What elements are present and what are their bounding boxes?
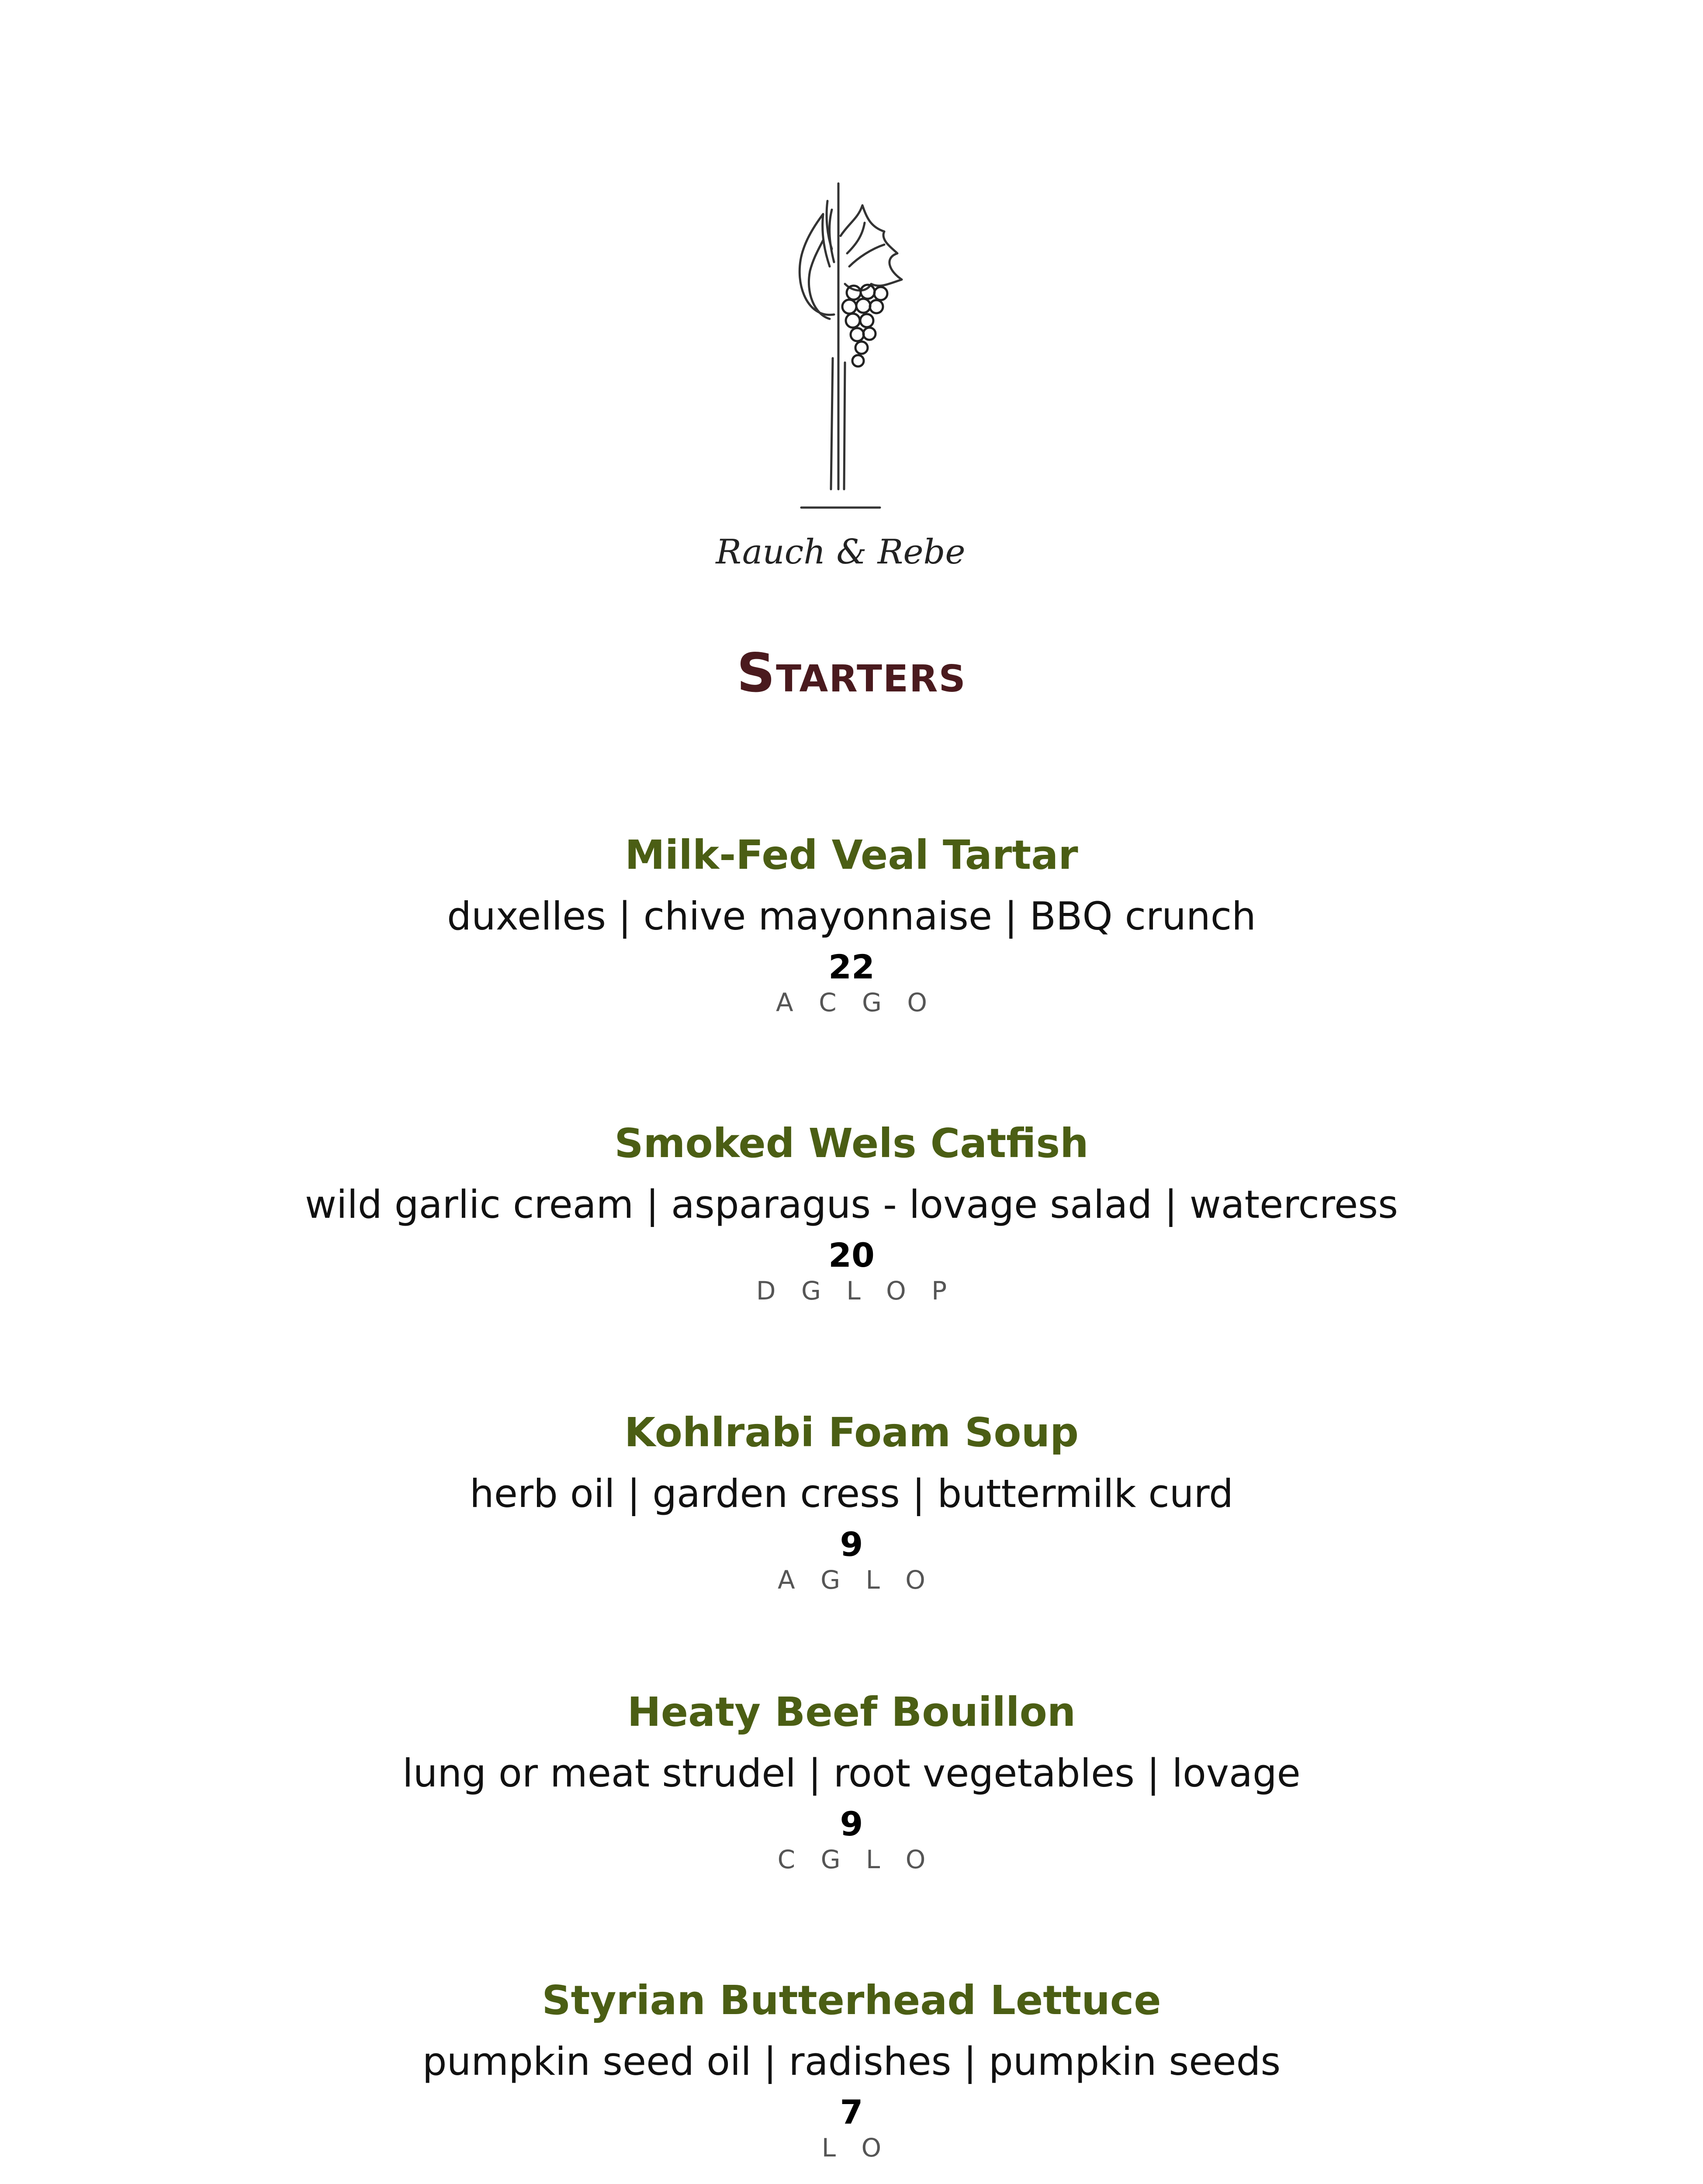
dish-allergens: D G L O P (756, 1276, 956, 1306)
dish-description: herb oil | garden cress | buttermilk curd (469, 1471, 1234, 1516)
section-title: Starters (737, 642, 966, 704)
dish-description: lung or meat strudel | root vegetables | lovage (402, 1751, 1301, 1796)
logo-text: Rauch & Rebe (716, 532, 966, 572)
dish-price: 7 (840, 2093, 863, 2132)
dish-price: 9 (840, 1525, 863, 1564)
menu-item (0, 1689, 1703, 1874)
menu-item (0, 1120, 1703, 1306)
dish-allergens: A G L O (778, 1565, 934, 1595)
dish-allergens: C G L O (777, 1845, 935, 1874)
dish-name: Kohlrabi Foam Soup (624, 1409, 1079, 1456)
dish-price: 9 (840, 1804, 863, 1843)
dish-name: Heaty Beef Bouillon (627, 1689, 1076, 1735)
menu-item (0, 1409, 1703, 1595)
dish-description: pumpkin seed oil | radishes | pumpkin seeds (422, 2039, 1281, 2084)
fork-vine-logo-icon (716, 175, 966, 594)
dish-description: duxelles | chive mayonnaise | BBQ crunch (447, 894, 1256, 939)
dish-allergens: L O (821, 2133, 890, 2163)
dish-name: Milk-Fed Veal Tartar (625, 832, 1078, 878)
dish-description: wild garlic cream | asparagus - lovage salad | watercress (305, 1182, 1398, 1227)
menu-item (0, 1977, 1703, 2163)
dish-name: Styrian Butterhead Lettuce (542, 1977, 1161, 2024)
dish-price: 22 (828, 947, 875, 986)
dish-price: 20 (828, 1236, 875, 1275)
dish-allergens: A C G O (775, 988, 936, 1017)
menu-item (0, 832, 1703, 1017)
dish-name: Smoked Wels Catfish (614, 1120, 1089, 1167)
restaurant-logo (716, 175, 966, 594)
